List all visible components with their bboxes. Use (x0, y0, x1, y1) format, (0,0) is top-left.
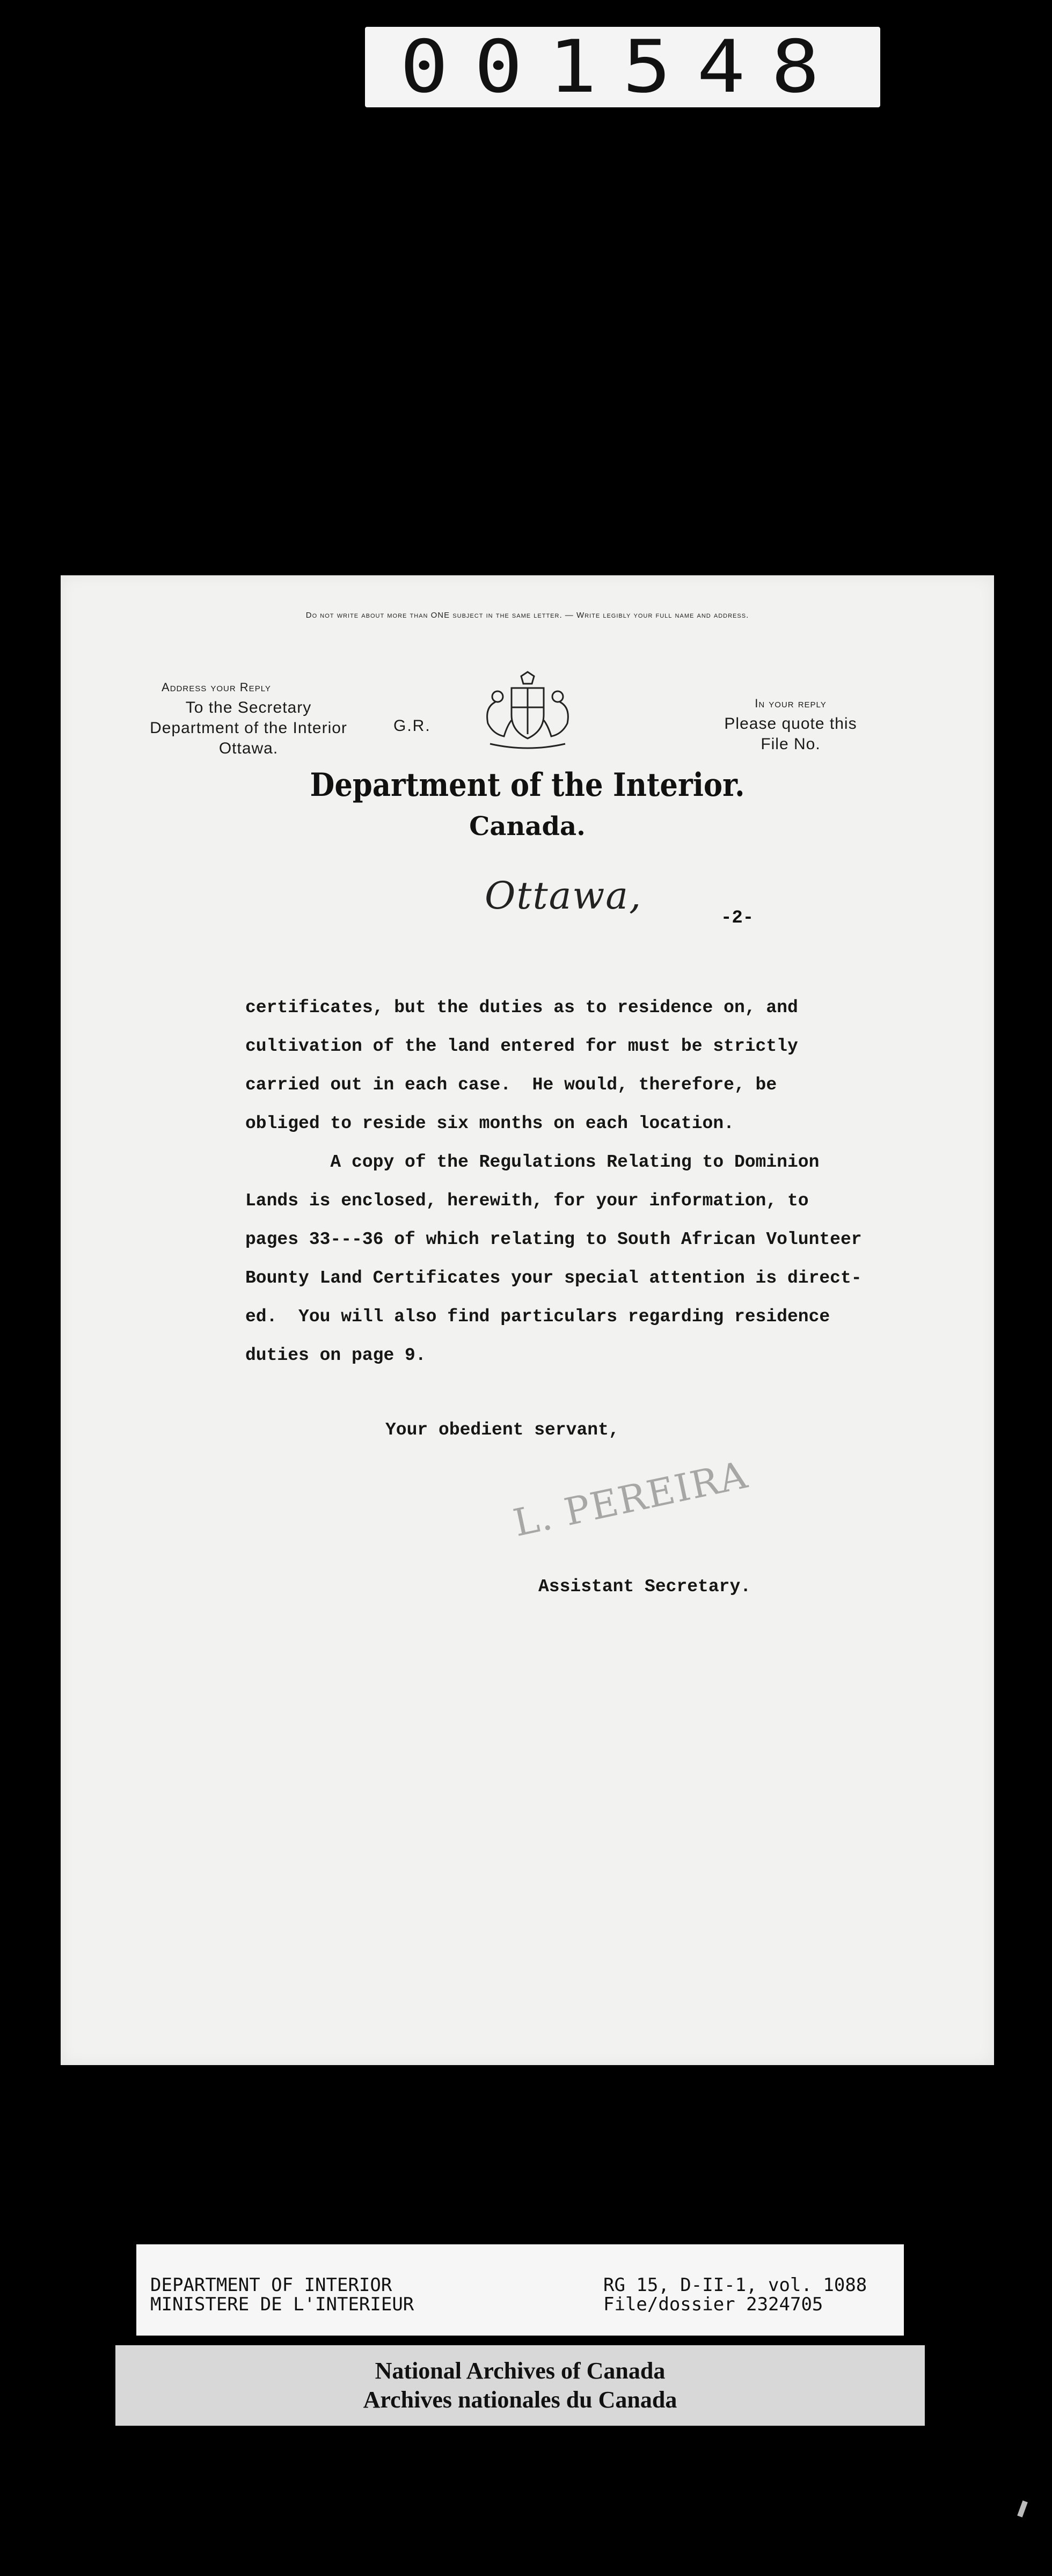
reference-line: RG 15, D-II-1, vol. 1088 (603, 2274, 867, 2296)
archive-reference-card (136, 2244, 904, 2336)
letter-sheet (61, 575, 994, 2065)
frame-number: 001548 (400, 25, 845, 109)
body-line: Bounty Land Certificates your special attention is direct- (245, 1268, 862, 1288)
address-line-2: To the Secretary (185, 699, 312, 716)
archive-label (115, 2345, 925, 2426)
signatory-title: Assistant Secretary. (538, 1577, 751, 1597)
reference-department (150, 2275, 414, 2314)
reference-line: File/dossier 2324705 (603, 2294, 823, 2315)
body-line: obliged to reside six months on each location. (245, 1114, 734, 1133)
body-line: Lands is enclosed, herewith, for your information, to (245, 1191, 809, 1211)
body-line: ed. You will also find particulars regarding residence (245, 1307, 830, 1327)
reference-file (603, 2275, 867, 2314)
department-title: Department of the Interior. (310, 766, 745, 804)
address-block (120, 677, 377, 759)
letterhead-instruction: Do not write about more than ONE subject in the same letter. — Write legibly your full name and address. (305, 611, 749, 620)
body-line: duties on page 9. (245, 1345, 426, 1365)
department-country: Canada. (469, 811, 586, 841)
frame-number-label (365, 27, 880, 107)
coat-of-arms-icon (474, 670, 581, 756)
reference-line: MINISTERE DE L'INTERIEUR (150, 2294, 414, 2315)
royal-cipher: G.R. (393, 717, 431, 735)
archive-name-french: Archives nationales du Canada (363, 2387, 677, 2413)
body-line: carried out in each case. He would, therefore, be (245, 1075, 777, 1095)
address-line-3: Department of the Interior (150, 719, 347, 737)
body-line: A copy of the Regulations Relating to Dominion (245, 1152, 820, 1172)
address-line-4: Ottawa. (218, 740, 279, 757)
reply-instruction-block (678, 693, 903, 755)
place-of-writing: Ottawa, (485, 874, 642, 918)
reply-line-3: File No. (761, 735, 821, 753)
film-speck (1017, 2500, 1028, 2518)
closing-salutation: Your obedient servant, (385, 1420, 619, 1440)
archive-name-english: National Archives of Canada (375, 2358, 666, 2384)
address-line-1: Address your Reply (162, 680, 271, 694)
name-stamp: L. PEREIRA (509, 1452, 752, 1546)
reference-line: DEPARTMENT OF INTERIOR (150, 2274, 392, 2296)
body-line: pages 33---36 of which relating to South African Volunteer (245, 1230, 862, 1249)
reply-line-1: In your reply (755, 697, 827, 710)
letter-body (245, 989, 954, 1375)
page-number: -2- (721, 908, 754, 928)
reply-line-2: Please quote this (724, 715, 857, 733)
body-line: certificates, but the duties as to residence on, and (245, 998, 798, 1018)
body-line: cultivation of the land entered for must be strictly (245, 1036, 798, 1056)
